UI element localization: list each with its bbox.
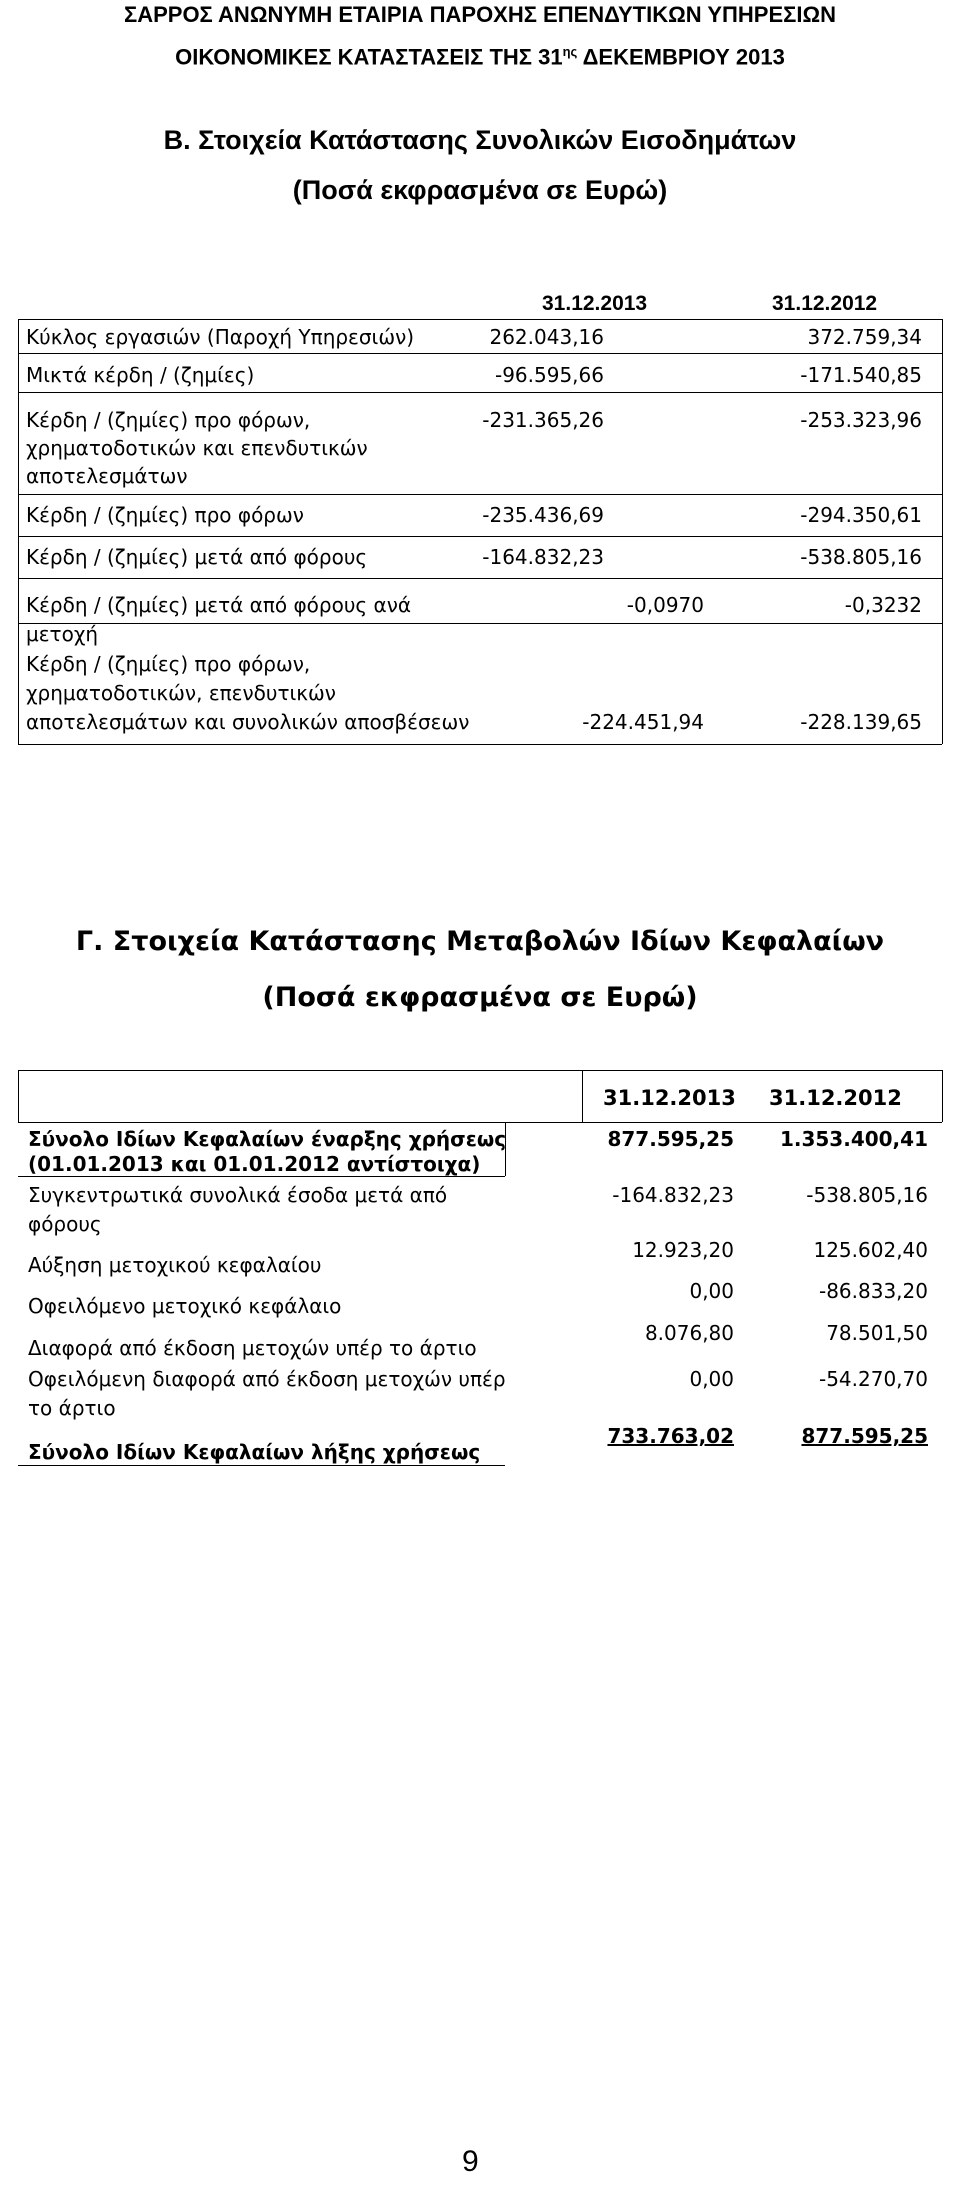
table-border xyxy=(18,744,942,745)
company-title: ΣΑΡΡΟΣ ΑΝΩΝΥΜΗ ΕΤΑΙΡΙΑ ΠΑΡΟΧΗΣ ΕΠΕΝΔΥΤΙΚΩΝ ΥΠΗΡΕΣΙΩΝ xyxy=(124,2,836,27)
table-row-label: Κέρδη / (ζημίες) μετά από φόρους ανά xyxy=(26,593,412,617)
table-border xyxy=(18,1070,19,1122)
table-border xyxy=(582,1070,583,1122)
table-border xyxy=(18,623,942,624)
table-row-value-2012: 78.501,50 xyxy=(826,1321,928,1345)
table-border xyxy=(18,392,942,393)
table-row-label: χρηματοδοτικών, επενδυτικών xyxy=(26,681,336,705)
table-row-value-2012: -171.540,85 xyxy=(800,363,922,387)
table-row-label: χρηματοδοτικών και επενδυτικών xyxy=(26,436,368,460)
table-border xyxy=(18,1070,942,1071)
table-row-label: Διαφορά από έκδοση μετοχών υπέρ το άρτιο xyxy=(28,1336,477,1360)
section-c-subtitle: (Ποσά εκφρασμένα σε Ευρώ) xyxy=(262,982,698,1013)
table-row-value-2012: -253.323,96 xyxy=(800,408,922,432)
table-row-label: αποτελεσμάτων και συνολικών αποσβέσεων xyxy=(26,710,470,734)
table-row-value-2012: 877.595,25 xyxy=(801,1424,928,1448)
table-row-value-2013: 0,00 xyxy=(689,1367,734,1391)
statements-sup: ης xyxy=(562,44,578,59)
table-row-label: Αύξηση μετοχικού κεφαλαίου xyxy=(28,1253,322,1277)
table-row-value-2013: 262.043,16 xyxy=(489,325,604,349)
table-border xyxy=(18,578,942,579)
table-row-value-2013: -0,0970 xyxy=(626,593,704,617)
table-row-value-2013: 0,00 xyxy=(689,1279,734,1303)
table-border xyxy=(18,319,19,744)
table-row-label: το άρτιο xyxy=(28,1396,116,1420)
table-border xyxy=(18,536,942,537)
table-row-label: Οφειλόμενη διαφορά από έκδοση μετοχών υπέρ xyxy=(28,1367,506,1391)
table-row-label: Σύνολο Ιδίων Κεφαλαίων λήξης χρήσεως xyxy=(28,1440,481,1464)
table-border xyxy=(942,1070,943,1122)
table-row-label: μετοχή xyxy=(26,622,99,646)
section-b-title: Β. Στοιχεία Κατάστασης Συνολικών Εισοδημάτων xyxy=(163,125,797,155)
statements-title xyxy=(0,44,960,70)
section-b-subtitle: (Ποσά εκφρασμένα σε Ευρώ) xyxy=(292,175,668,205)
table-border xyxy=(18,353,942,354)
table-row-value-2013: -164.832,23 xyxy=(612,1183,734,1207)
table-row-value-2013: 12.923,20 xyxy=(632,1238,734,1262)
section-c-title: Γ. Στοιχεία Κατάστασης Μεταβολών Ιδίων Κεφαλαίων xyxy=(75,926,885,957)
table-row-label: (01.01.2013 και 01.01.2012 αντίστοιχα) xyxy=(28,1152,481,1176)
page-number: 9 xyxy=(462,2145,479,2178)
table-row-value-2013: -224.451,94 xyxy=(582,710,704,734)
table-row-label: φόρους xyxy=(28,1212,102,1236)
table-row-value-2012: -228.139,65 xyxy=(800,710,922,734)
table-row-label: Συγκεντρωτικά συνολικά έσοδα μετά από xyxy=(28,1183,448,1207)
table-border xyxy=(18,319,942,320)
table-row-value-2012: -538.805,16 xyxy=(806,1183,928,1207)
table-row-value-2013: -231.365,26 xyxy=(482,408,604,432)
table-row-label: Σύνολο Ιδίων Κεφαλαίων έναρξης χρήσεως xyxy=(28,1127,507,1151)
table-row-label: Οφειλόμενο μετοχικό κεφάλαιο xyxy=(28,1294,342,1318)
table-row-value-2012: -538.805,16 xyxy=(800,545,922,569)
table-row-value-2012: -294.350,61 xyxy=(800,503,922,527)
col-header-2012: 31.12.2012 xyxy=(769,1086,902,1110)
table-border xyxy=(18,1122,942,1123)
col-header-2013: 31.12.2013 xyxy=(603,1086,736,1110)
statements-suffix: ΔΕΚΕΜΒΡΙΟΥ 2013 xyxy=(582,44,785,70)
table-row-value-2012: 125.602,40 xyxy=(813,1238,928,1262)
col-header-2013: 31.12.2013 xyxy=(542,292,648,315)
table-row-label: Κέρδη / (ζημίες) προ φόρων, xyxy=(26,652,311,676)
table-row-value-2013: -164.832,23 xyxy=(482,545,604,569)
table-row-value-2012: 372.759,34 xyxy=(807,325,922,349)
table-row-value-2013: 8.076,80 xyxy=(644,1321,734,1345)
table-row-value-2012: -54.270,70 xyxy=(818,1367,928,1391)
table-border xyxy=(942,319,943,744)
table-row-value-2013: -235.436,69 xyxy=(482,503,604,527)
table-row-label: Κέρδη / (ζημίες) προ φόρων xyxy=(26,503,304,527)
table-row-label: Μικτά κέρδη / (ζημίες) xyxy=(26,363,255,387)
table-row-label: αποτελεσμάτων xyxy=(26,464,188,488)
table-row-label: Κέρδη / (ζημίες) μετά από φόρους xyxy=(26,545,368,569)
table-row-value-2012: 1.353.400,41 xyxy=(779,1127,928,1151)
table-row-label: Κέρδη / (ζημίες) προ φόρων, xyxy=(26,408,311,432)
statements-prefix: ΟΙΚΟΝΟΜΙΚΕΣ ΚΑΤΑΣΤΑΣΕΙΣ ΤΗΣ 31 xyxy=(175,44,563,70)
table-row-value-2013: -96.595,66 xyxy=(494,363,604,387)
table-border xyxy=(18,1465,505,1466)
table-row-label: Κύκλος εργασιών (Παροχή Υπηρεσιών) xyxy=(26,325,415,349)
table-row-value-2012: -86.833,20 xyxy=(818,1279,928,1303)
table-row-value-2013: 877.595,25 xyxy=(607,1127,734,1151)
col-header-2012: 31.12.2012 xyxy=(772,292,878,315)
table-row-value-2013: 733.763,02 xyxy=(607,1424,734,1448)
table-border xyxy=(18,494,942,495)
table-row-value-2012: -0,3232 xyxy=(844,593,922,617)
table-border xyxy=(18,1176,505,1177)
